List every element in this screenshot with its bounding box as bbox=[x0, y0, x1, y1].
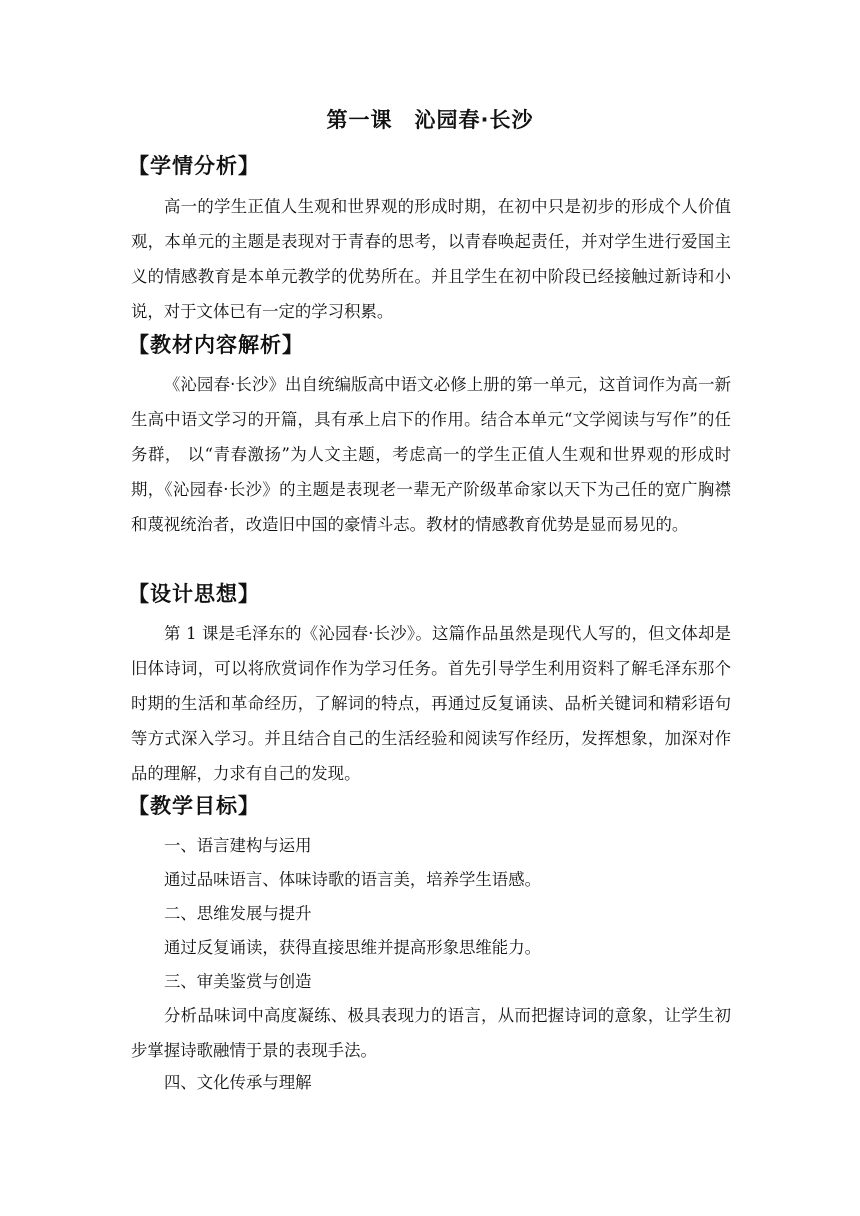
heading-design-idea: 【设计思想】 bbox=[128, 582, 260, 606]
heading-student-analysis: 【学情分析】 bbox=[128, 154, 260, 178]
goal-label: 四、文化传承与理解 bbox=[164, 1073, 312, 1092]
page-title: 第一课 沁园春·长沙 bbox=[326, 108, 534, 132]
goal-text: 通过反复诵读，获得直接思维并提高形象思维能力。 bbox=[164, 938, 541, 957]
heading-teaching-goals: 【教学目标】 bbox=[128, 794, 260, 818]
goal-label: 三、审美鉴赏与创造 bbox=[164, 972, 312, 991]
goal-text: 分析品味词中高度凝练、极具表现力的语言，从而把握诗词的意象，让学生初步掌握诗歌融情于景的表现手法。 bbox=[131, 1006, 731, 1060]
goal-label: 一、语言建构与运用 bbox=[164, 836, 312, 855]
paragraph-design-idea: 第 1 课是毛泽东的《沁园春·长沙》。这篇作品虽然是现代人写的，但文体却是旧体诗词，可以将欣赏词作作为学习任务。首先引导学生利用资料了解毛泽东那个时期的生活和革命经历，了解词的特点，再通过反复诵读、品析关键词和精彩语句等方式深入学习。并且结合自己的生活经验和阅读写作经历，发挥想象，加深对作品的理解，力求有自己的发现。 bbox=[131, 624, 731, 783]
heading-textbook-analysis: 【教材内容解析】 bbox=[128, 333, 304, 357]
paragraph-textbook-analysis: 《沁园春·长沙》出自统编版高中语文必修上册的第一单元，这首词作为高一新生高中语文学习的开篇，具有承上启下的作用。结合本单元“文学阅读与写作”的任务群， 以“青春激扬”为人文主题，考虑高一的学生正值人生观和世界观的形成时期，《沁园春·长沙》的主题是表现老一辈无产阶级革命家以天下为己任的宽广胸襟和蔑视统治者，改造旧中国的豪情斗志。教材的情感教育优势是显而易见的。 bbox=[131, 375, 731, 534]
paragraph-student-analysis: 高一的学生正值人生观和世界观的形成时期，在初中只是初步的形成个人价值观，本单元的主题是表现对于青春的思考，以青春唤起责任，并对学生进行爱国主义的情感教育是本单元教学的优势所在。并且学生在初中阶段已经接触过新诗和小说，对于文体已有一定的学习积累。 bbox=[131, 197, 731, 321]
goal-text: 通过品味语言、体味诗歌的语言美，培养学生语感。 bbox=[164, 870, 541, 889]
goal-label: 二、思维发展与提升 bbox=[164, 904, 312, 923]
